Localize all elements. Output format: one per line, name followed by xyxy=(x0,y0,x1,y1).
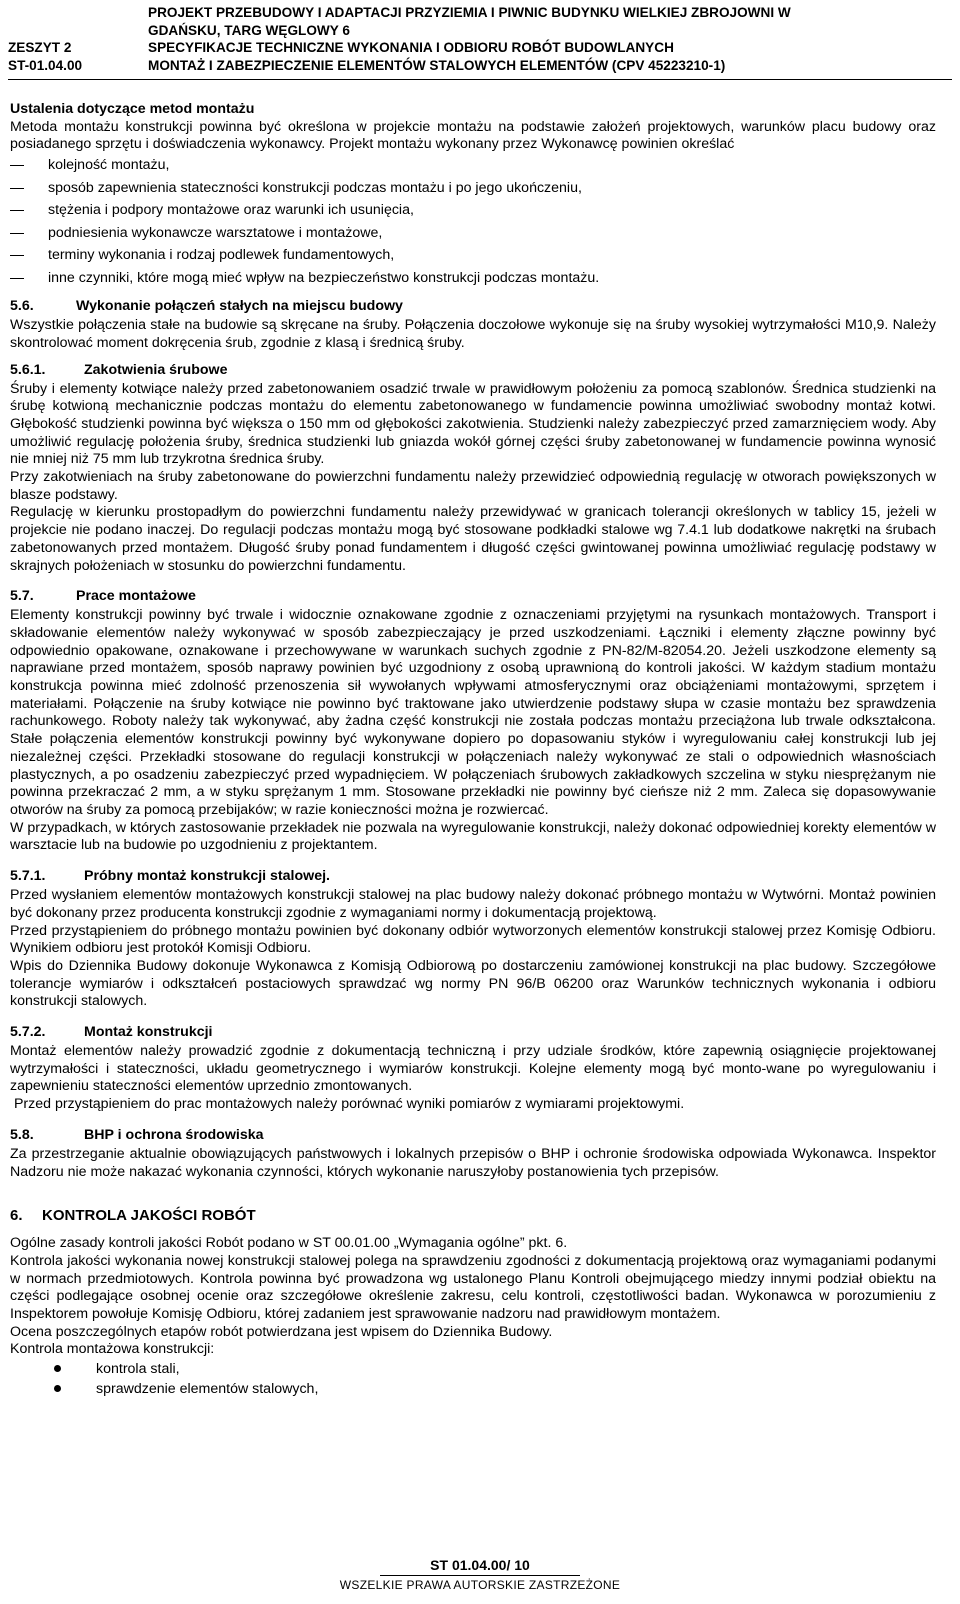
page-header xyxy=(0,0,960,84)
header-zeszyt: ZESZYT 2 xyxy=(8,40,72,55)
intro-paragraph: Metoda montażu konstrukcji powinna być określona w projekcie montażu na podstawie założeń projektowych, warunków placu budowy oraz posiadanego sprzętu i doświadczenia wykonawcy. Projekt montażu wykonany przez Wykonawcę powinien określać xyxy=(10,118,936,153)
section-5-7-2-heading: 5.7.2. Montaż konstrukcji xyxy=(10,1024,213,1041)
section-5-7-1-heading: 5.7.1. Próbny montaż konstrukcji stalowej. xyxy=(10,868,330,885)
section-6-p2: Kontrola jakości wykonania nowej konstrukcji stalowej polega na sprawdzeniu zgodności z dokumentacją projektową oraz wymaganiami podanymi w normach przedmiotowych. Kontrola powinna być prowadzona wg ustalonego Planu Kontroli obejmującego miedzy innymi podział obiektu na części podlegające osobnej ocenie oraz szczegółowe określenie zakresu, celu kontroli, częstotliwości badan. Wykonawca w porozumieniu z Inspektorem powołuje Komisję Odbioru, której zadaniem jest sprawowanie nadzoru nad prawidłowym montażem. xyxy=(10,1252,936,1323)
section-6-p4: Kontrola montażowa konstrukcji: xyxy=(10,1341,215,1358)
section-5-6-1-heading: 5.6.1. Zakotwienia śrubowe xyxy=(10,361,228,378)
dash-icon xyxy=(10,188,24,189)
header-title-line4: MONTAŻ I ZABEZPIECZENIE ELEMENTÓW STALOWYCH ELEMENTÓW (CPV 45223210-1) xyxy=(148,57,726,73)
bullet-item: kontrola stali, xyxy=(10,1359,936,1379)
dash-list-item: podniesienia wykonawcze warsztatowe i montażowe, xyxy=(10,222,936,245)
header-left xyxy=(8,4,148,74)
dash-icon xyxy=(10,165,24,166)
header-title-line1: PROJEKT PRZEBUDOWY I ADAPTACJI PRZYZIEMIA I PIWNIC BUDYNKU WIELKIEJ ZBROJOWNI W xyxy=(148,5,791,20)
dash-list-item: kolejność montażu, xyxy=(10,154,936,177)
section-6-heading: 6. KONTROLA JAKOŚCI ROBÓT xyxy=(10,1207,256,1225)
dash-icon xyxy=(10,255,24,256)
dash-list-item: sposób zapewnienia stateczności konstrukcji podczas montażu i po jego ukończeniu, xyxy=(10,177,936,200)
section-5-8-p1: Za przestrzeganie aktualnie obowiązujących państwowych i lokalnych przepisów o BHP i ochronie środowiska odpowiada Wykonawca. Inspektor Nadzoru nie może nakazać wykonania czynności, których wykonanie naruszyłoby postanowienia tych przepisów. xyxy=(10,1145,936,1180)
intro-dash-list xyxy=(10,154,936,289)
section-5-6-1-p3: Regulację w kierunku prostopadłym do powierzchni fundamentu należy przewidywać w granicach tolerancji określonych w tablicy 15, jeżeli w projekcie nie podano inaczej. Do regulacji podczas montażu mogą być stosowane podkładki stalowe wg 7.4.1 lub dodatkowe nakrętki na śrubach zabetonowanych przed montażem. Długość śruby ponad fundamentem i długość części gwintowanej powinna umożliwiać regulację podstawy w skrajnych położeniach w stosunku do powierzchni fundamentu. xyxy=(10,504,936,574)
dash-list-item: terminy wykonania i rodzaj podlewek fundamentowych, xyxy=(10,244,936,267)
section-5-8-heading: 5.8. BHP i ochrona środowiska xyxy=(10,1126,264,1143)
section-5-7-1-p3: Wpis do Dziennika Budowy dokonuje Wykonawca z Komisją Odbiorową po dostarczeniu zamówionej konstrukcji na plac budowy. Szczegółowe tolerancje wymiarów i odkształceń postaciowych sprawdzać wg normy PN 96/B 06200 oraz Warunków technicznych wykonania i odbioru konstrukcji stalowych. xyxy=(10,957,936,1010)
dash-icon xyxy=(10,233,24,234)
intro-heading: Ustalenia dotyczące metod montażu xyxy=(10,101,255,117)
bullet-icon xyxy=(54,1365,61,1372)
bullet-item: sprawdzenie elementów stalowych, xyxy=(10,1379,936,1399)
dash-icon xyxy=(10,278,24,279)
section-5-7-1-p1: Przed wysłaniem elementów montażowych konstrukcji stalowej na plac budowy należy dokonać próbnego montażu w Wytwórni. Montaż powinien być dokonany przez producenta konstrukcji zgodnie z wymaganiami normy i dokumentacją projektową. xyxy=(10,887,936,921)
section-5-7-heading: 5.7. Prace montażowe xyxy=(10,588,196,605)
header-right xyxy=(148,4,948,74)
header-rule xyxy=(8,79,952,80)
section-6-p1: Ogólne zasady kontroli jakości Robót podano w ST 00.01.00 „Wymagania ogólne” pkt. 6. xyxy=(10,1235,568,1252)
section-5-6-1-p2: Przy zakotwieniach na śruby zabetonowane do powierzchni fundamentu należy przewidzieć odpowiednią regulację w otworach powiększonych w blasze podstawy. xyxy=(10,469,936,503)
header-title-line2: GDAŃSKU, TARG WĘGLOWY 6 xyxy=(148,22,350,38)
dash-list-item: inne czynniki, które mogą mieć wpływ na bezpieczeństwo konstrukcji podczas montażu. xyxy=(10,267,936,290)
bullet-icon xyxy=(54,1385,61,1392)
section-5-7-2-p1: Montaż elementów należy prowadzić zgodnie z dokumentacją techniczną i przy udziale środków, które zapewnią osiągnięcie projektowanej wytrzymałości i stateczności, układu geometrycznego i wymiarów konstrukcji. Kolejne elementy mogą być monto-wane po wyregulowaniu i zapewnieniu stateczności elementów uprzednio zmontowanych. xyxy=(10,1043,936,1095)
dash-icon xyxy=(10,210,24,211)
dash-list-item: stężenia i podpory montażowe oraz warunki ich usunięcia, xyxy=(10,199,936,222)
section-5-6-paragraph: Wszystkie połączenia stałe na budowie są skręcane na śruby. Połączenia doczołowe wykonuje się na śruby wysokiej wytrzymałości M10,9. Należy skontrolować moment dokręcenia śrub, zgodnie z klasą i średnicą śruby. xyxy=(10,317,936,351)
page-content xyxy=(10,101,936,1399)
footer-copyright: WSZELKIE PRAWA AUTORSKIE ZASTRZEŻONE xyxy=(339,1578,621,1592)
section-5-7-1-p2: Przed przystąpieniem do próbnego montażu powinien być dokonany odbiór wytworzonych elementów konstrukcji stalowej przez Komisję Odbioru. Wynikiem odbioru jest protokół Komisji Odbioru. xyxy=(10,922,936,957)
section-5-7-p2: W przypadkach, w których zastosowanie przekładek nie pozwala na wyregulowanie konstrukcji, należy dokonać odpowiedniej korekty elementów w warsztacie lub na budowie po uzgodnieniu z projektantem. xyxy=(10,819,936,854)
section-5-6-1-p1: Śruby i elementy kotwiące należy przed zabetonowaniem osadzić trwale w prawidłowym położeniu za pomocą szablonów. Średnica studzienki na śrubę kotwioną mechanicznie podczas montażu do elementu zabetonowanego w fundamencie powinna umożliwiać swobodny montaż kotwi. Głębokość studzienki powinna być większa o 150 mm od głębokości zakotwienia. Studzienki należy zabezpieczyć przed zamarznięciem wody. Aby umożliwić regulację położenia śruby, średnica studzienki lub gniazda wokół górnej części śruby zabetonowanej w fundamencie powinna wynosić nie mniej niż 75 mm lub trzykrotna średnica śruby. xyxy=(10,380,936,468)
section-6-bullet-list xyxy=(10,1359,936,1399)
section-5-7-2-p2: Przed przystąpieniem do prac montażowych należy porównać wyniki pomiarów z wymiarami projektowymi. xyxy=(10,1096,685,1113)
section-5-7-p1: Elementy konstrukcji powinny być trwale i widocznie oznakowane zgodnie z oznaczeniami przyjętymi na rysunkach montażowych. Transport i składowanie elementów należy wykonywać w sposób zabezpieczający je przed uszkodzeniami. Łączniki i elementy złączne powinny być odpowiednio opakowane, oznakowane i przechowywane w warunkach suchych zgodnie z PN-82/M-82054.20. Jeżeli uszkodzone elementy są naprawiane przed montażem, sposób naprawy powinien być uzgodniony z osobą uprawnioną do kontroli jakości. W każdym stadium montażu konstrukcja powinna mieć zdolność przenoszenia sił wywołanych wpływami atmosferycznymi oraz obciążeniami montażowymi, sprzętem i materiałami. Połączenie na śruby kotwiące nie powinno być traktowane jako utwierdzenie podstawy słupa w czasie montażu bez sprawdzenia rachunkowego. Roboty należy tak wykonywać, aby żadna część konstrukcji nie została podczas montażu przeciążona lub trwale odkształcona. Stałe połączenia elementów konstrukcji powinny być wykonywane dopiero po dopasowaniu styków i wyregulowaniu całej konstrukcji lub jej niezależnej części. Przekładki stosowane do regulacji konstrukcji w połączeniach należy wykonywać ze stali o odpowiednich własnościach plastycznych, a po osadzeniu zabezpieczyć przed wypadnięciem. W połączeniach śrubowych zakładkowych szczelina w styku niesprężanym nie powinna przekraczać 2 mm, a w styku sprężanym 1 mm. Stosowane przekładki nie powinny być cieńsze niż 2 mm. Zaleca się dopasowywanie otworów na śruby za pomocą przebijaków; w razie konieczności można je rozwiercać. xyxy=(10,607,936,818)
header-code: ST-01.04.00 xyxy=(8,57,83,73)
section-5-6-heading: 5.6. Wykonanie połączeń stałych na miejscu budowy xyxy=(10,298,403,315)
footer-rule xyxy=(380,1575,580,1576)
header-title-line3: SPECYFIKACJE TECHNICZNE WYKONANIA I ODBIORU ROBÓT BUDOWLANYCH xyxy=(148,40,674,55)
section-6-p3: Ocena poszczególnych etapów robót potwierdzana jest wpisem do Dziennika Budowy. xyxy=(10,1323,553,1340)
footer-page-number: ST 01.04.00/ 10 xyxy=(430,1557,530,1573)
